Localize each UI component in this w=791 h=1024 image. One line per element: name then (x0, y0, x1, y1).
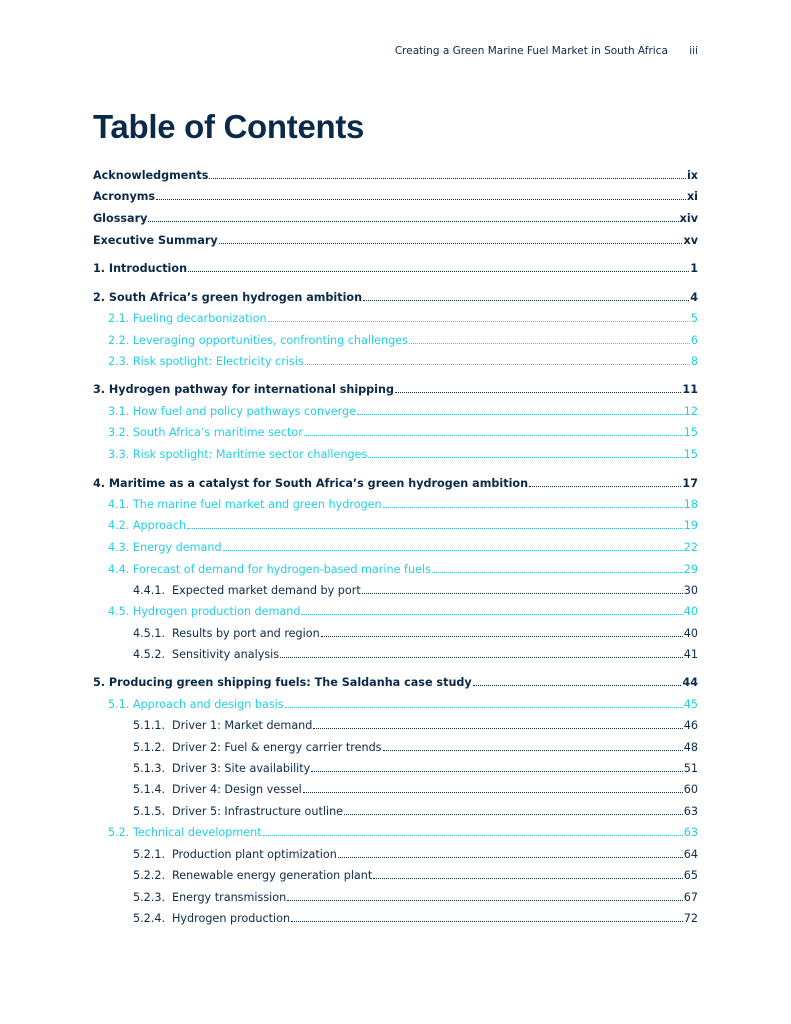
toc-entry[interactable] (93, 253, 698, 275)
page-number: iii (689, 45, 698, 57)
dot-leader (373, 877, 682, 879)
toc-entry-label: Glossary (93, 212, 148, 225)
toc-entry-page: 6 (690, 334, 698, 347)
running-title: Creating a Green Marine Fuel Market in South Africa (394, 45, 668, 57)
toc-entry-label: 5.1. Approach and design basis (108, 698, 284, 711)
toc-entry-label: 2. South Africa’s green hydrogen ambition (93, 291, 363, 304)
toc-entry-label: 2.2. Leveraging opportunities, confronting challenges (108, 334, 408, 347)
toc-entry-page: 65 (683, 869, 698, 882)
toc-entry-label: Sensitivity analysis (172, 648, 280, 661)
dot-leader (209, 177, 686, 179)
toc-entry-label: Driver 2: Fuel & energy carrier trends (172, 741, 382, 754)
toc-entry[interactable] (93, 639, 698, 661)
toc-entry-page: 22 (683, 541, 698, 554)
toc-entry-label: 3. Hydrogen pathway for international shipping (93, 383, 394, 396)
dot-leader (219, 242, 683, 244)
toc-entry-label: 4.4. Forecast of demand for hydrogen-based marine fuels (108, 563, 431, 576)
toc-entry-page: 17 (682, 477, 698, 490)
toc-entry-page: 46 (683, 719, 698, 732)
toc-entry[interactable] (93, 417, 698, 439)
dot-leader (338, 856, 683, 858)
toc-entry-page: 64 (683, 848, 698, 861)
dot-leader (473, 684, 682, 686)
toc-entry-page: 45 (683, 698, 698, 711)
toc-entry-label: 4.1. The marine fuel market and green hydrogen (108, 498, 382, 511)
dot-leader (344, 813, 683, 815)
toc-entry-number: 5.1.5. (133, 805, 166, 818)
toc-entry-page: xv (683, 234, 698, 247)
dot-leader (409, 342, 690, 344)
toc-entry[interactable] (93, 689, 698, 711)
dot-leader (187, 527, 683, 529)
toc-entry-label: Acknowledgments (93, 169, 209, 182)
toc-entry[interactable] (93, 753, 698, 775)
toc-entry[interactable] (93, 618, 698, 640)
toc-entry-label: Driver 4: Design vessel (172, 783, 302, 796)
dot-leader (148, 220, 678, 222)
dot-leader (383, 506, 683, 508)
toc-entry[interactable] (93, 346, 698, 368)
toc-entry-number: 5.2.4. (133, 912, 166, 925)
toc-entry-page: 15 (683, 448, 698, 461)
toc-entry[interactable] (93, 839, 698, 861)
toc-entry-page: 19 (683, 519, 698, 532)
dot-leader (188, 270, 689, 272)
toc-entry-page: xi (686, 190, 698, 203)
toc-entry-number: 5.1.1. (133, 719, 166, 732)
toc-entry[interactable] (93, 325, 698, 347)
dot-leader (311, 770, 682, 772)
toc-entry-number: 5.2.2. (133, 869, 166, 882)
toc-entry[interactable] (93, 282, 698, 304)
dot-leader (263, 834, 683, 836)
toc-entry[interactable] (93, 817, 698, 839)
toc-entry[interactable] (93, 882, 698, 904)
toc-entry[interactable] (93, 396, 698, 418)
dot-leader (395, 391, 681, 393)
toc-entry[interactable] (93, 710, 698, 732)
toc-entry-page: 40 (683, 627, 698, 640)
toc-entry-page: 1 (690, 262, 698, 275)
toc-entry-page: 4 (690, 291, 698, 304)
dot-leader (529, 485, 681, 487)
toc-entry-page: 67 (683, 891, 698, 904)
dot-leader (156, 198, 686, 200)
toc-entry-label: 3.2. South Africa’s maritime sector (108, 426, 303, 439)
dot-leader (313, 727, 682, 729)
toc-entry-label: Driver 1: Market demand (172, 719, 313, 732)
toc-entry-page: 60 (683, 783, 698, 796)
dot-leader (368, 456, 682, 458)
toc-entry-page: 40 (683, 605, 698, 618)
dot-leader (362, 592, 683, 594)
toc-entry-page: 48 (683, 741, 698, 754)
toc-entry-label: 4. Maritime as a catalyst for South Africa’s green hydrogen ambition (93, 477, 529, 490)
toc-entry-page: 8 (690, 355, 698, 368)
toc-entry[interactable] (93, 774, 698, 796)
toc-entry[interactable] (93, 667, 698, 689)
toc-entry-label: Expected market demand by port (172, 584, 361, 597)
toc-entry-page: 72 (683, 912, 698, 925)
toc-entry[interactable] (93, 796, 698, 818)
toc-entry-page: ix (686, 169, 698, 182)
toc-entry-page: 63 (683, 826, 698, 839)
toc-entry[interactable] (93, 225, 698, 247)
toc-entry-label: 4.3. Energy demand (108, 541, 222, 554)
toc-entry-number: 5.2.3. (133, 891, 166, 904)
toc-entry-label: 2.1. Fueling decarbonization (108, 312, 267, 325)
toc-entry[interactable] (93, 303, 698, 325)
toc-entry-page: 5 (690, 312, 698, 325)
toc-entry-page: 29 (683, 563, 698, 576)
dot-leader (304, 434, 683, 436)
toc-entry-page: 30 (683, 584, 698, 597)
running-header (395, 45, 698, 57)
toc-entry-page: 41 (683, 648, 698, 661)
toc-entry[interactable] (93, 181, 698, 203)
toc-entry-page: 44 (682, 676, 698, 689)
toc-entry[interactable] (93, 510, 698, 532)
toc-entry-page: 15 (683, 426, 698, 439)
dot-leader (223, 549, 683, 551)
dot-leader (291, 920, 683, 922)
toc-entry-number: 5.1.2. (133, 741, 166, 754)
toc-entry[interactable] (93, 554, 698, 576)
dot-leader (287, 899, 683, 901)
toc-entry-label: 5. Producing green shipping fuels: The Saldanha case study (93, 676, 472, 689)
dot-leader (280, 656, 683, 658)
toc-entry[interactable] (93, 374, 698, 396)
toc-entry-label: Acronyms (93, 190, 156, 203)
dot-leader (363, 299, 689, 301)
dot-leader (432, 571, 683, 573)
toc-entry-page: 63 (683, 805, 698, 818)
dot-leader (357, 413, 683, 415)
toc-entry-page: 11 (682, 383, 698, 396)
toc-entry-label: 3.3. Risk spotlight: Maritime sector challenges (108, 448, 368, 461)
toc-entry[interactable] (93, 532, 698, 554)
toc-entry-label: Production plant optimization (172, 848, 337, 861)
dot-leader (303, 791, 683, 793)
page-title: Table of Contents (93, 108, 365, 145)
dot-leader (301, 613, 682, 615)
toc-entry-label: Energy transmission (172, 891, 287, 904)
toc-entry-label: Renewable energy generation plant (172, 869, 373, 882)
toc-entry-page: 51 (683, 762, 698, 775)
toc-entry-number: 5.1.3. (133, 762, 166, 775)
toc-entry-label: Hydrogen production (172, 912, 291, 925)
toc-entry-label: Executive Summary (93, 234, 218, 247)
toc-entry-page: 12 (683, 405, 698, 418)
toc-entry-page: 18 (683, 498, 698, 511)
toc-entry-label: Results by port and region (172, 627, 320, 640)
toc-entry[interactable] (93, 489, 698, 511)
toc-entry-label: 4.5. Hydrogen production demand (108, 605, 301, 618)
toc-entry-label: Driver 3: Site availability (172, 762, 311, 775)
toc-entry[interactable] (93, 160, 698, 182)
toc-entry-number: 4.5.2. (133, 648, 166, 661)
dot-leader (383, 749, 683, 751)
toc-entry[interactable] (93, 732, 698, 754)
dot-leader (268, 320, 690, 322)
toc-entry-page: xiv (679, 212, 698, 225)
toc-entry-label: 1. Introduction (93, 262, 188, 275)
toc-entry[interactable] (93, 596, 698, 618)
toc-entry[interactable] (93, 439, 698, 461)
toc-entry-label: Driver 5: Infrastructure outline (172, 805, 344, 818)
toc-entry-number: 5.1.4. (133, 783, 166, 796)
toc-entry-number: 4.4.1. (133, 584, 166, 597)
toc-entry[interactable] (93, 860, 698, 882)
dot-leader (305, 363, 690, 365)
toc-entry[interactable] (93, 575, 698, 597)
toc-entry-label: 4.2. Approach (108, 519, 187, 532)
toc-entry-label: 5.2. Technical development (108, 826, 262, 839)
toc-entry-number: 5.2.1. (133, 848, 166, 861)
toc-entry[interactable] (93, 203, 698, 225)
toc-entry-number: 4.5.1. (133, 627, 166, 640)
toc-entry[interactable] (93, 903, 698, 925)
toc-entry-label: 2.3. Risk spotlight: Electricity crisis (108, 355, 304, 368)
dot-leader (321, 635, 683, 637)
toc-entry-label: 3.1. How fuel and policy pathways converge (108, 405, 356, 418)
toc-entry[interactable] (93, 468, 698, 490)
dot-leader (285, 706, 683, 708)
